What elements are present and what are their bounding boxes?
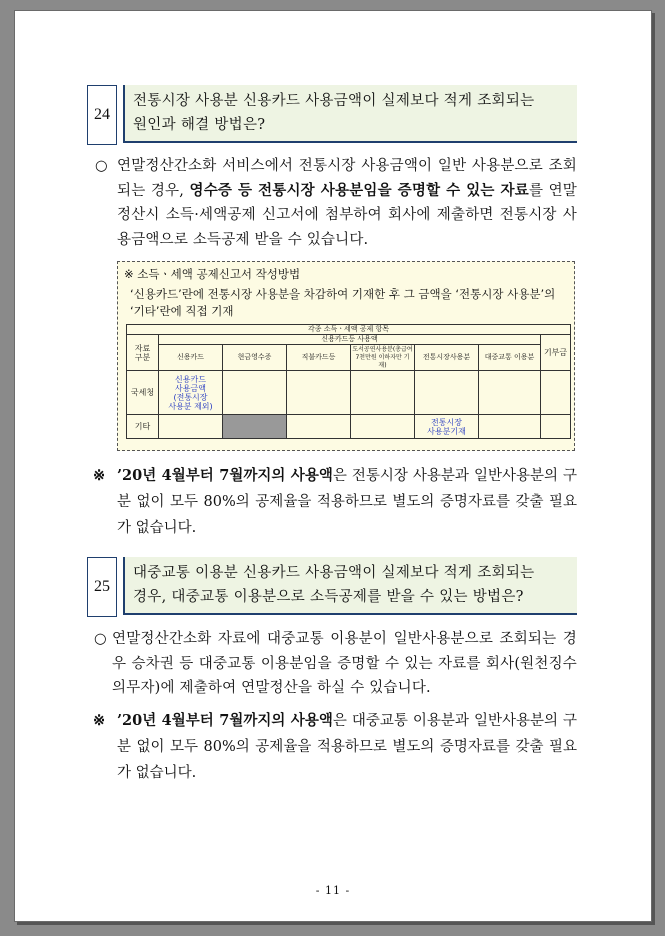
emphasis: ’20년 4월부터 7월까지의 사용액: [117, 467, 333, 484]
table-cell: [223, 371, 287, 415]
table-cell: [287, 371, 351, 415]
form-title: ※ 소득ㆍ세액 공제신고서 작성방법: [124, 267, 301, 281]
table-cell: [479, 371, 541, 415]
question-number: 25: [87, 557, 117, 617]
answer-paragraph: ○ 연말정산간소화 자료에 대중교통 이용분이 일반사용분으로 조회되는 경우 승차권 등 대중교통 이용분임을 증명할 수 있는 자료를 회사(원천징수의무자)에 제출하여 연말정산을 하실 수 있습니다.: [112, 627, 577, 701]
question-line: 원인과 해결 방법은?: [133, 117, 266, 133]
question-title: [123, 557, 577, 615]
table-cell-note: 신용카드 사용금액 (전통시장 사용분 제외): [159, 371, 223, 415]
table-cell: [351, 371, 415, 415]
note-paragraph: ※ ’20년 4월부터 7월까지의 사용액은 대중교통 이용분과 일반사용분의 구분 없이 모두 80%의 공제율을 적용하므로 별도의 증명자료를 갖출 필요가 없습니다.: [117, 708, 577, 786]
note-mark: ※: [93, 467, 106, 484]
table-cell: [415, 371, 479, 415]
col-header: 현금영수증: [223, 345, 287, 371]
row-label: 국세청: [127, 371, 159, 415]
table-cell: [159, 415, 223, 439]
page-number: - 11 -: [315, 884, 351, 897]
question-number: 24: [87, 85, 117, 145]
question-line: 경우, 대중교통 이용분으로 소득공제를 받을 수 있는 방법은?: [133, 589, 524, 605]
donation-header: 기부금: [541, 335, 571, 371]
question-24-box: [87, 85, 577, 143]
table-cell-shaded: [223, 415, 287, 439]
table-cell: [541, 415, 571, 439]
bullet: ○: [95, 158, 108, 174]
document-page: [14, 10, 652, 922]
deduction-table: [126, 324, 571, 439]
table-main-header: 각종 소득ㆍ세액 공제 항목: [127, 325, 571, 335]
col-header: 전통시장사용분: [415, 345, 479, 371]
note-mark: ※: [93, 712, 106, 729]
answer-paragraph: ○ 연말정산간소화 서비스에서 전통시장 사용금액이 일반 사용분으로 조회되는 경우, 영수증 등 전통시장 사용분임을 증명할 수 있는 자료를 연말정산시 소득·세액공제 신고서에 첨부하여 회사에 제출하면 전통시장 사용금액으로 소득공제 받을 수 있습니다.: [117, 154, 577, 252]
question-line: 전통시장 사용분 신용카드 사용금액이 실제보다 적게 조회되는: [133, 93, 535, 109]
table-cell-note: 전통시장 사용분기재: [415, 415, 479, 439]
table-cell: [351, 415, 415, 439]
question-title: [123, 85, 577, 143]
question-25-box: [87, 557, 577, 615]
row-header-label: 자료 구분: [127, 335, 159, 371]
table-cell: [479, 415, 541, 439]
table-cell: [541, 371, 571, 415]
bullet: ○: [94, 631, 107, 647]
form-description: ‘신용카드’란에 전통시장 사용분을 차감하여 기재한 후 그 금액을 ‘전통시장 사용분’의 ‘기타’란에 직접 기재: [130, 287, 556, 318]
form-instruction-box: [117, 261, 575, 451]
question-line: 대중교통 이용분 신용카드 사용금액이 실제보다 적게 조회되는: [133, 565, 535, 581]
row-label: 기타: [127, 415, 159, 439]
group-header: 신용카드등 사용액: [159, 335, 541, 345]
col-header: 신용카드: [159, 345, 223, 371]
table-cell: [287, 415, 351, 439]
col-header: 직불카드등: [287, 345, 351, 371]
note-paragraph: ※ ’20년 4월부터 7월까지의 사용액은 전통시장 사용분과 일반사용분의 구분 없이 모두 80%의 공제율을 적용하므로 별도의 증명자료를 갖출 필요가 없습니다.: [117, 463, 577, 541]
emphasis: ’20년 4월부터 7월까지의 사용액: [117, 712, 333, 729]
col-header: 도서공연사용분(총급여 7천만원 이하자만 기재): [352, 345, 413, 369]
emphasis: 영수증 등 전통시장 사용분임을 증명할 수 있는 자료: [189, 181, 529, 199]
col-header: 대중교통 이용분: [479, 345, 541, 371]
